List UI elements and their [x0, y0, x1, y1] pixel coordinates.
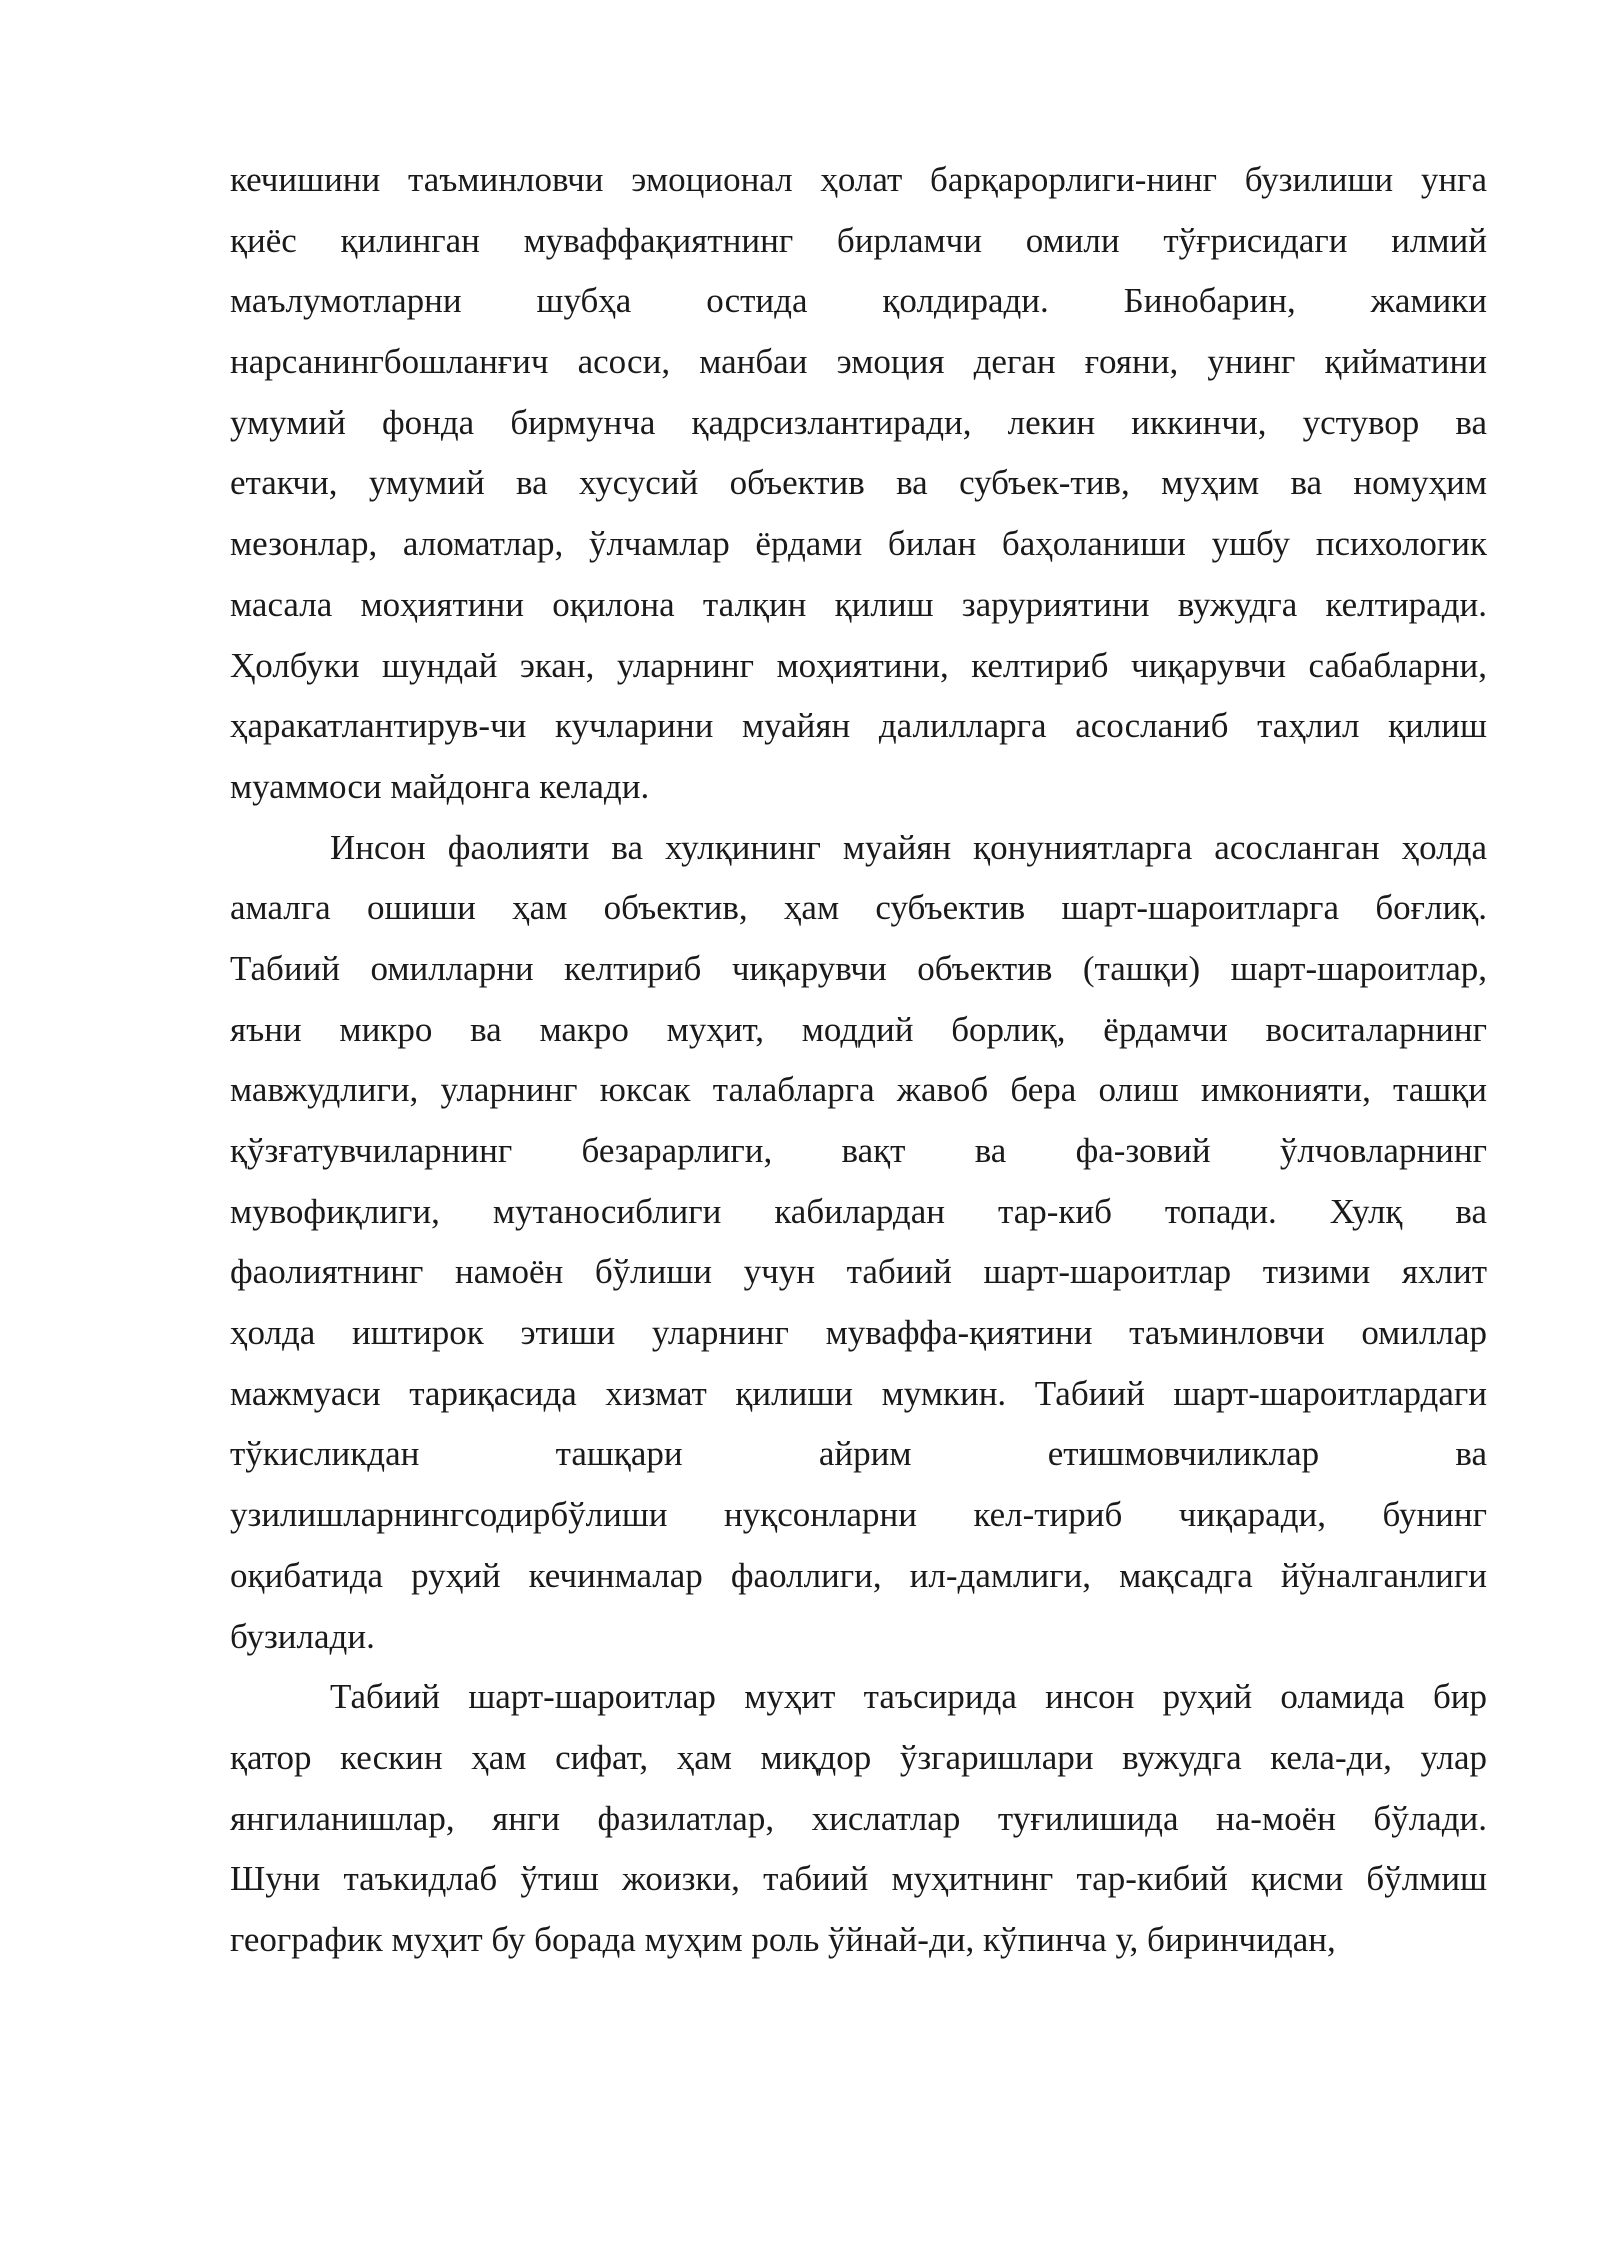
text-line: ҳаракатлантирув-чи кучларини муайян далилларга асосланиб таҳлил қилиш — [230, 706, 1487, 746]
text-line: янгиланишлар, янги фазилатлар, хислатлар туғилишида на-моён бўлади. — [230, 1798, 1487, 1838]
text-line: оқибатида руҳий кечинмалар фаоллиги, ил-дамлиги, мақсадга йўналганлиги — [230, 1555, 1487, 1595]
text-line: мавжудлиги, уларнинг юксак талабларга жавоб бера олиш имконияти, ташқи — [230, 1070, 1487, 1110]
text-line: қиёс қилинган муваффақиятнинг бирламчи омили тўғрисидаги илмий — [230, 220, 1487, 260]
text-line: Шуни таъкидлаб ўтиш жоизки, табиий муҳитнинг тар-кибий қисми бўлмиш — [230, 1859, 1487, 1899]
paragraph — [230, 1667, 1487, 1970]
body-text — [230, 150, 1487, 1971]
text-line: қатор кескин ҳам сифат, ҳам миқдор ўзгаришлари вужудга кела-ди, улар — [230, 1737, 1487, 1777]
text-line: Ҳолбуки шундай экан, уларнинг моҳиятини, келтириб чиқарувчи сабабларни, — [230, 645, 1487, 685]
text-line: муаммоси майдонга келади. — [230, 766, 650, 806]
text-line: мажмуаси тариқасида хизмат қилиши мумкин. Табиий шарт-шароитлардаги — [230, 1373, 1487, 1413]
text-line: умумий фонда бирмунча қадрсизлантиради, лекин иккинчи, устувор ва — [230, 402, 1487, 442]
text-line: фаолиятнинг намоён бўлиши учун табиий шарт-шароитлар тизими яхлит — [230, 1252, 1487, 1292]
text-line: мезонлар, аломатлар, ўлчамлар ёрдами билан баҳоланиши ушбу психологик — [230, 524, 1487, 564]
text-line: етакчи, умумий ва хусусий объектив ва субъек-тив, муҳим ва номуҳим — [230, 463, 1487, 503]
text-line: узилишларнингсодирбўлиши нуқсонларни кел-тириб чиқаради, бунинг — [230, 1495, 1487, 1535]
text-line: мувофиқлиги, мутаносиблиги кабилардан тар-киб топади. Хулқ ва — [230, 1191, 1487, 1231]
text-line: Табиий омилларни келтириб чиқарувчи объектив (ташқи) шарт-шароитлар, — [230, 948, 1487, 988]
text-line: кечишини таъминловчи эмоционал ҳолат барқарорлиги-нинг бузилиши унга — [230, 160, 1487, 199]
paragraph — [230, 150, 1487, 818]
text-line: Табиий шарт-шароитлар муҳит таъсирида инсон руҳий оламида бир — [330, 1677, 1487, 1717]
text-line: Инсон фаолияти ва хулқининг муайян қонуниятларга асосланган ҳолда — [330, 827, 1487, 867]
text-line: нарсанингбошланғич асоси, манбаи эмоция деган ғояни, унинг қийматини — [230, 342, 1487, 382]
text-line: географик муҳит бу борада муҳим роль ўйнай-ди, кўпинча у, биринчидан, — [230, 1919, 1336, 1959]
text-line: амалга ошиши ҳам объектив, ҳам субъектив шарт-шароитларга боғлиқ. — [230, 888, 1487, 928]
text-line: маълумотларни шубҳа остида қолдиради. Бинобарин, жамики — [230, 281, 1487, 321]
text-line: ҳолда иштирок этиши уларнинг муваффа-қиятини таъминловчи омиллар — [230, 1313, 1487, 1353]
text-line: қўзғатувчиларнинг безарарлиги, вақт ва фа-зовий ўлчовларнинг — [230, 1131, 1487, 1170]
paragraph — [230, 818, 1487, 1668]
text-line: бузилади. — [230, 1616, 375, 1656]
text-line: тўкисликдан ташқари айрим етишмовчиликлар ва — [230, 1434, 1487, 1474]
text-line: масала моҳиятини оқилона талқин қилиш заруриятини вужудга келтиради. — [230, 584, 1487, 624]
text-line: яъни микро ва макро муҳит, моддий борлиқ, ёрдамчи воситаларнинг — [230, 1009, 1487, 1049]
